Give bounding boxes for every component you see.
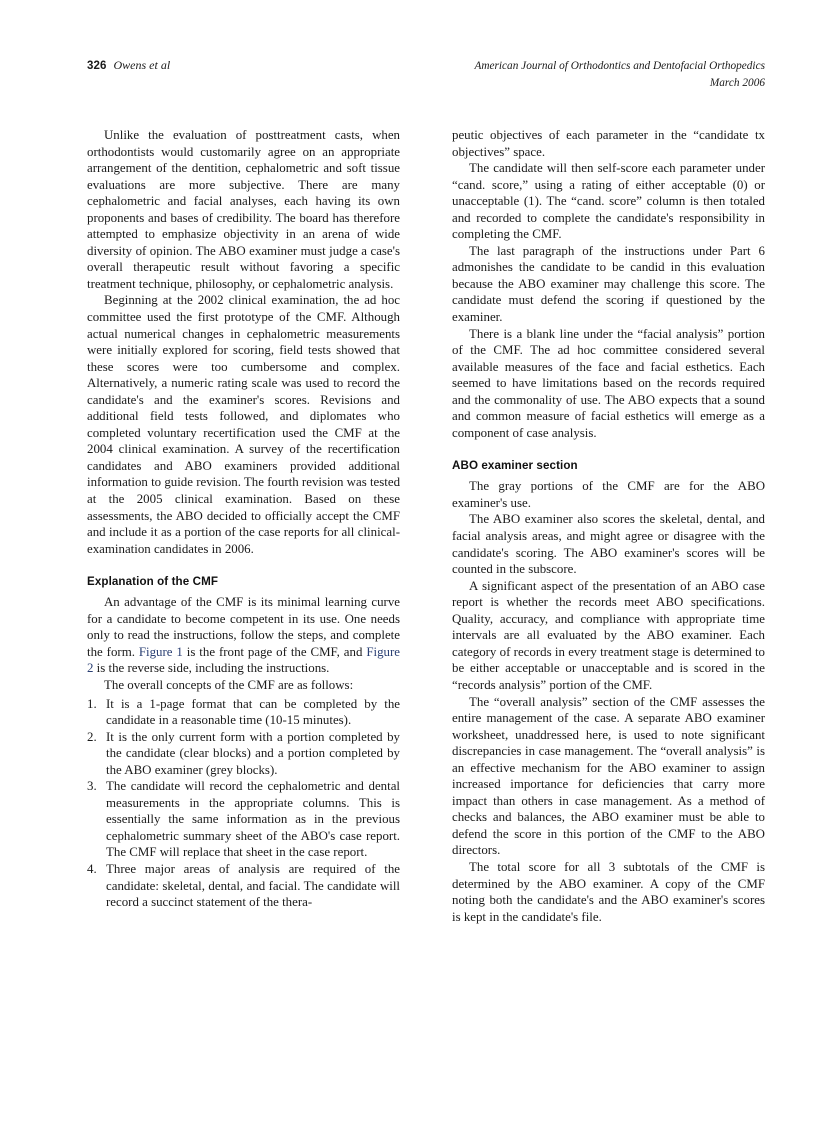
paragraph-text-part-1: An advantage of the CMF is its minimal learning curve for a candidate to become competent in its use. One needs only to read the instructions, follow the steps, and complete the form. (87, 595, 400, 659)
section-heading-abo-examiner-section: ABO examiner section (452, 459, 578, 473)
list-item-number: 1. (87, 696, 97, 711)
overall-concepts-list (87, 696, 400, 911)
running-head (87, 58, 765, 98)
paragraph-examiner-also-scores: The ABO examiner also scores the skeletal, dental, and facial analysis areas, and might agree or disagree with the candidate's scoring. The ABO examiner's scores will be counted in the subscore. (452, 512, 765, 577)
paragraph-overall-analysis: The “overall analysis” section of the CMF assesses the entire management of the case. A separate ABO examiner worksheet, unaddressed here, is used to note significant discrepancies in case management. The “overall analysis” is an effective mechanism for the ABO examiner to assign increased importance for deficiencies that carry more impact than others in case management. As a method of checks and balances, the ABO examiner must be able to defend the score in this portion of the CMF to the ABO directors. (452, 694, 765, 858)
paragraph-last-paragraph-part6: The last paragraph of the instructions under Part 6 admonishes the candidate to be candid in this evaluation because the ABO examiner may challenge this score. The candidate must defend the scoring if questioned by the examiner. (452, 243, 765, 325)
list-item-number: 4. (87, 861, 97, 876)
running-head-authors: Owens et al (113, 58, 171, 72)
paragraph-text-part-2: is the front page of the CMF, and (182, 644, 367, 659)
journal-title: American Journal of Orthodontics and Dentofacial Orthopedics (474, 60, 765, 72)
list-item (87, 696, 400, 729)
figure-1-crossref-link[interactable]: Figure 1 (138, 644, 183, 659)
left-column (87, 127, 400, 925)
list-item-text: It is the only current form with a portion completed by the candidate (clear blocks) and a portion completed by the ABO examiner (grey blocks). (106, 729, 400, 777)
page-number: 326 (87, 60, 107, 72)
paragraph-gray-portions: The gray portions of the CMF are for the ABO examiner's use. (452, 479, 765, 510)
paragraph-records-analysis: A significant aspect of the presentation of an ABO case report is whether the records meet ABO specifications. Quality, accuracy, and compliance with appropriate time intervals are all evaluated by the ABO examiner. Each category of records in every treatment stage is determined to be either acceptable or unacceptable and is scored in the “records analysis” portion of the CMF. (452, 578, 765, 692)
list-item-text: It is a 1-page format that can be completed by the candidate in a reasonable time (10-15 minutes). (106, 696, 400, 728)
list-item (87, 861, 400, 911)
paragraph-total-score: The total score for all 3 subtotals of the CMF is determined by the ABO examiner. A copy of the CMF noting both the candidate's and the ABO examiner's scores is kept in the candidate's file. (452, 859, 765, 924)
body-columns (87, 127, 766, 925)
paragraph-blank-line-facial-analysis: There is a blank line under the “facial analysis” portion of the CMF. The ad hoc committee considered several available measures of the face and facial esthetics. Each seemed to have limitations based on the records required and the commonality of use. The ABO expects that a sound and common measure of facial esthetics will emerge as a component of case analysis. (452, 326, 765, 440)
running-head-right (474, 58, 765, 92)
issue-date: March 2006 (709, 77, 765, 89)
list-item-number: 3. (87, 779, 97, 794)
paragraph-text-part-3: is the reverse side, including the instructions. (93, 661, 330, 676)
figure-2-crossref-link[interactable]: Figure 2 (87, 644, 400, 676)
paragraph-candidate-self-score: The candidate will then self-score each parameter under “cand. score,” using a rating of either acceptable (0) or unacceptable (1). The “cand. score” column is then totaled and recorded to complete the candidate's responsibility in completing the CMF. (452, 161, 765, 242)
list-item (87, 729, 400, 779)
right-column (452, 127, 765, 925)
paragraph-beginning-2002: Beginning at the 2002 clinical examination, the ad hoc committee used the first prototype of the CMF. Although actual numerical changes in cephalometric measurements were initially explored for scoring, field tests showed that these scores were too cumbersome and complex. Alternatively, a numeric rating scale was used to record the candidate's and the examiner's scores. Revisions and additional field tests followed, and diplomates who completed voluntary recertification used the CMF at the 2004 clinical examination. A survey of the recertification candidates and ABO examiners provided additional information to guide revision. The fourth revision was tested at the 2005 clinical examination. Based on these assessments, the ABO decided to officially accept the CMF and include it as a portion of the case reports for all clinical-examination candidates in 2006. (87, 293, 401, 556)
list-item-number: 2. (87, 729, 97, 744)
section-heading-explanation-of-the-cmf: Explanation of the CMF (87, 575, 219, 589)
paragraph-continuation-therapeutic-objectives: peutic objectives of each parameter in the “candidate tx objectives” space. (452, 128, 765, 159)
list-item (87, 778, 400, 861)
running-head-left (87, 58, 170, 73)
list-item-text: The candidate will record the cephalometric and dental measurements in the appropriate columns. This is essentially the same information as in the previous cephalometric summary sheet of the ABO's case report. The CMF will replace that sheet in the case report. (106, 779, 400, 860)
list-item-text: Three major areas of analysis are required of the candidate: skeletal, dental, and facial. The candidate will record a succinct statement of the thera- (106, 861, 400, 910)
paragraph-advantage-of-cmf (87, 594, 400, 677)
paragraph-overall-concepts-leadin: The overall concepts of the CMF are as follows: (104, 677, 354, 692)
paragraph-unlike-evaluation: Unlike the evaluation of posttreatment casts, when orthodontists would customarily agree on an appropriate arrangement of the dentition, cephalometric and soft tissue evaluations are more subjective. There are many cephalometric and facial analyses, each having its own proponents and bases of credibility. The board has therefore attempted to emphasize objectivity in an arena of wide diversity of opinion. The ABO examiner must judge a case's overall therapeutic result without favoring a specific treatment technique, philosophy, or cephalometric analysis. (87, 128, 400, 291)
